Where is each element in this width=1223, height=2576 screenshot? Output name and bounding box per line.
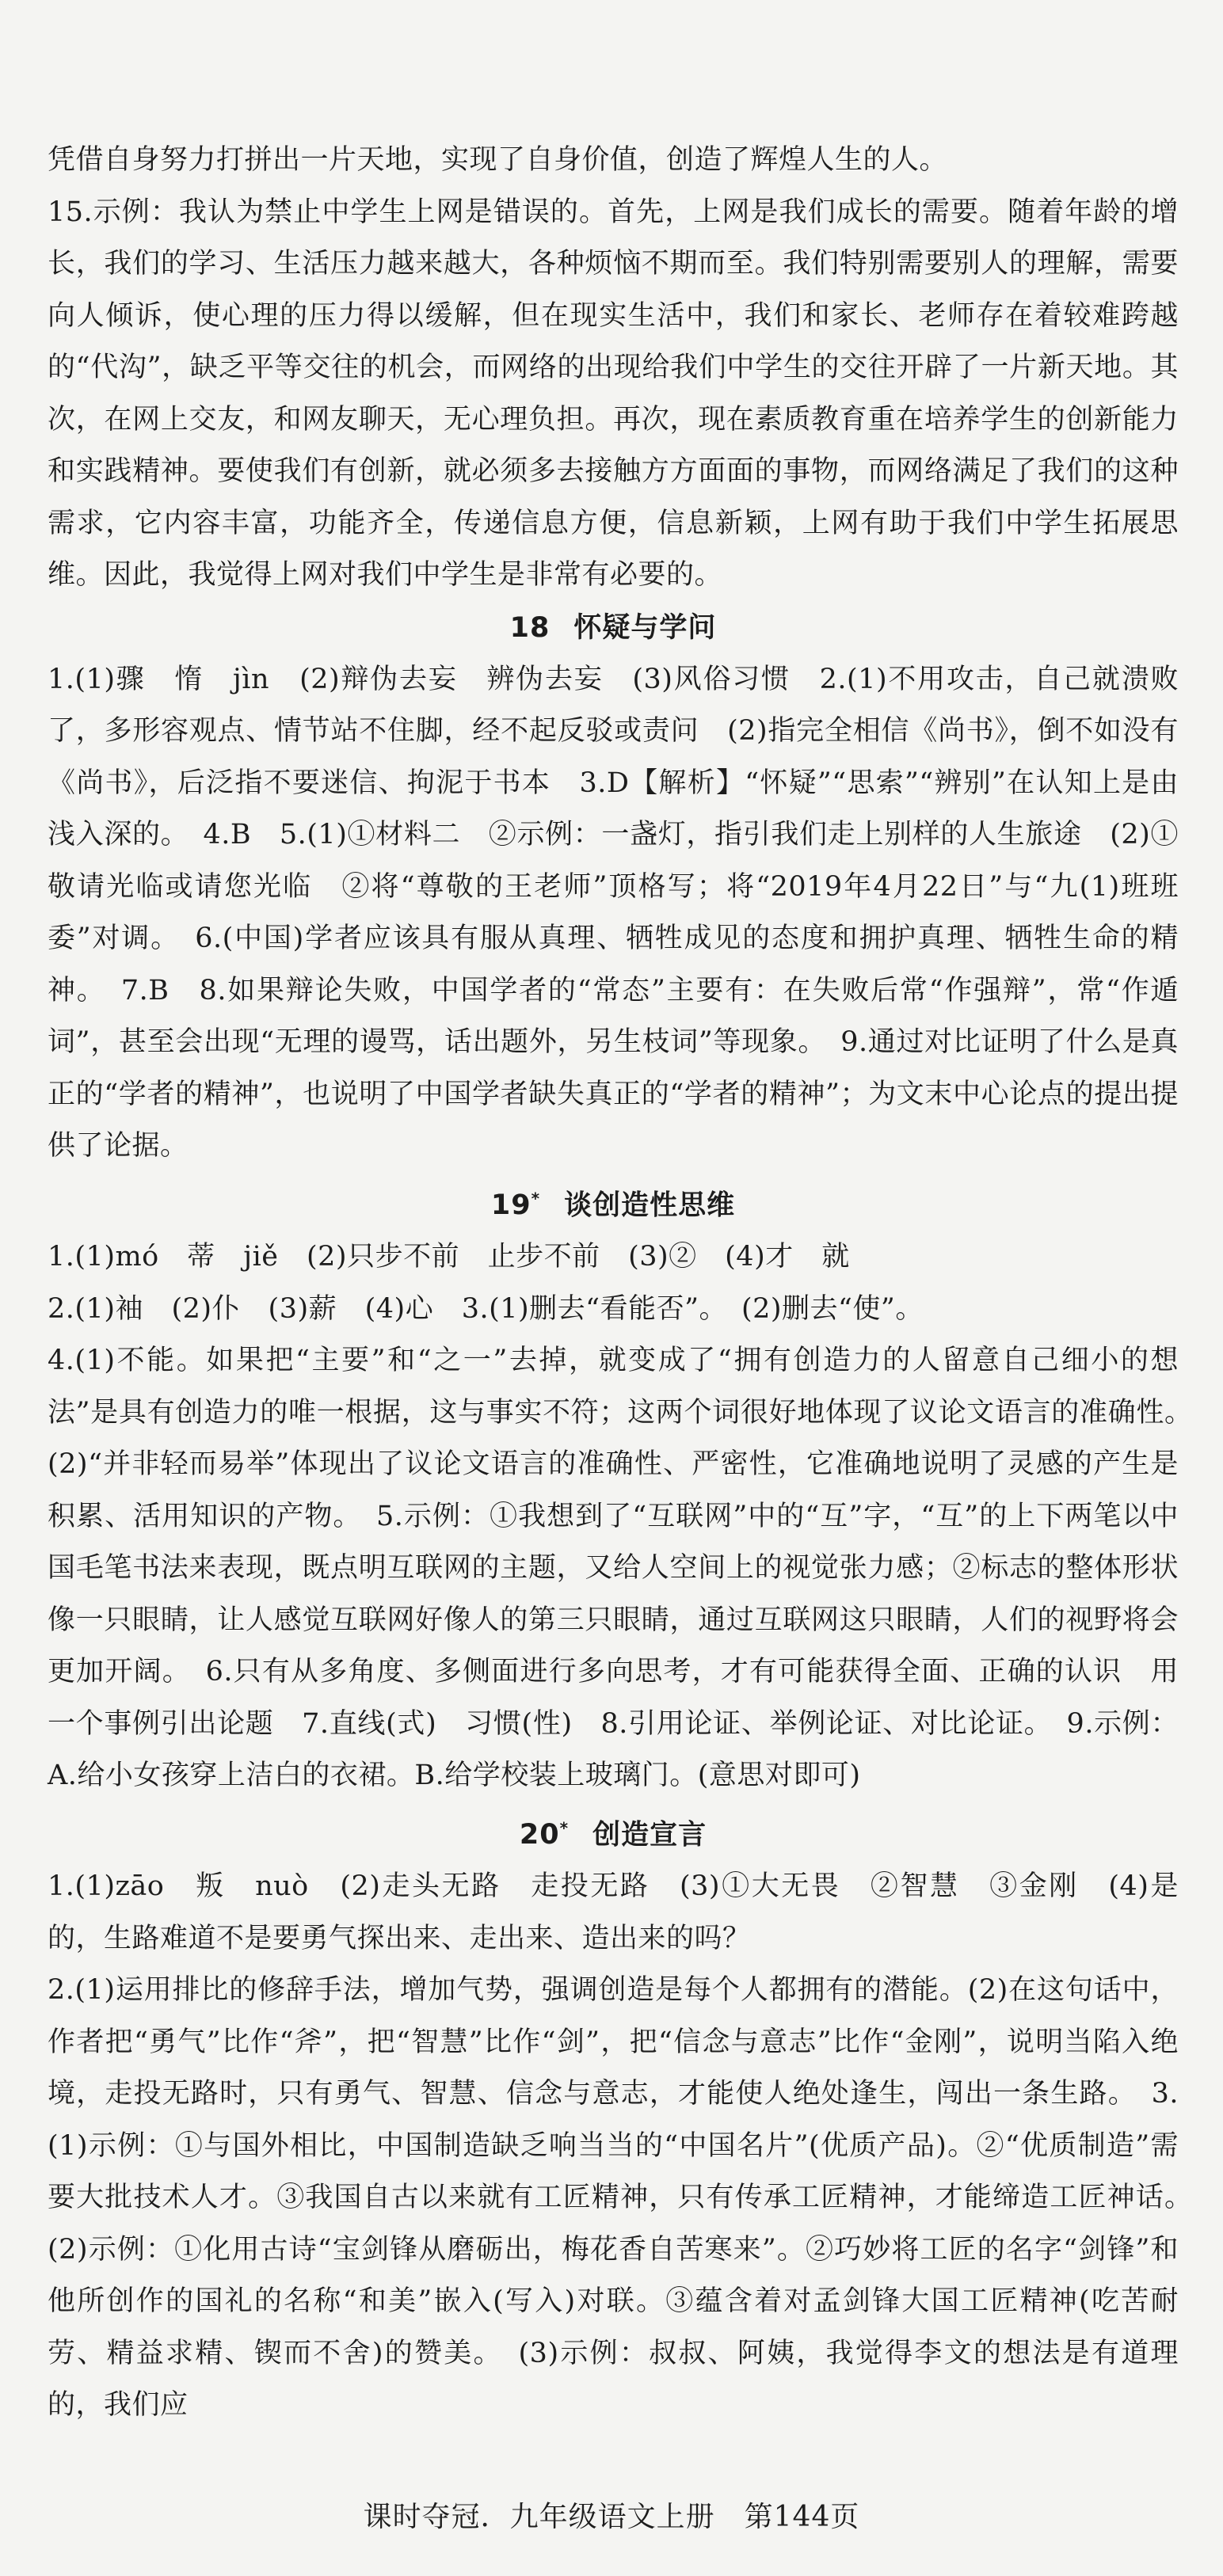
section-mark: *	[531, 1189, 541, 1208]
section-number: 18	[509, 611, 551, 644]
section-number: 20	[519, 1819, 560, 1851]
paragraph: 1.(1)zāo 叛 nuò (2)走头无路 走投无路 (3)①大无畏 ②智慧 ③金刚 (4)是的，生路难道不是要勇气探出来、走出来、造出来的吗？	[48, 1870, 1179, 1954]
paragraph: 凭借自身努力打拼出一片天地，实现了自身价值，创造了辉煌人生的人。	[48, 144, 948, 176]
section-number: 19	[490, 1189, 531, 1222]
paragraph: 1.(1)mó 蒂 jiě (2)只步不前 止步不前 (3)② (4)才 就	[48, 1241, 850, 1273]
section-heading	[48, 1173, 1179, 1232]
section-title: 怀疑与学问	[573, 611, 717, 644]
paragraph: 1.(1)骤 惰 jìn (2)辩伪去妄 辨伪去妄 (3)风俗习惯 2.(1)不用攻击，自己就溃败了，多形容观点、情节站不住脚，经不起反驳或责问 (2)指完全相信《尚书》，倒不如没有《尚书》，后泛指不要迷信、拘泥于书本 3.D【解析】“怀疑”“思索”“辨别”在认知上是由浅入深的。 4.B 5.(1)①材料二 ②示例：一盏灯，指引我们走上别样的人生旅途 (2)①敬请光临或请您光临 ②将“尊敬的王老师”顶格写；将“2019年4月22日”与“九(1)班班委”对调。 6.(中国)学者应该具有服从真理、牺牲成见的态度和拥护真理、牺牲生命的精神。 7.B 8.如果辩论失败，中国学者的“常态”主要有：在失败后常“作强辩”，常“作遁词”，甚至会出现“无理的谩骂，话出题外，另生枝词”等现象。 9.通过对比证明了什么是真正的“学者的精神”，也说明了中国学者缺失真正的“学者的精神”；为文末中心论点的提出提供了论据。	[48, 663, 1179, 1162]
section-title: 创造宣言	[592, 1819, 707, 1851]
paragraph: 4.(1)不能。如果把“主要”和“之一”去掉，就变成了“拥有创造力的人留意自己细小的想法”是具有创造力的唯一根据，这与事实不符；这两个词很好地体现了议论文语言的准确性。 (2)“并非轻而易举”体现出了议论文语言的准确性、严密性，它准确地说明了灵感的产生是积累、活用知识的产物。 5.示例：①我想到了“互联网”中的“互”字，“互”的上下两笔以中国毛笔书法来表现，既点明互联网的主题，又给人空间上的视觉张力感；②标志的整体形状像一只眼睛，让人感觉互联网好像人的第三只眼睛，通过互联网这只眼睛，人们的视野将会更加开阔。 6.只有从多角度、多侧面进行多向思考，才有可能获得全面、正确的认识 用一个事例引出论题 7.直线(式) 习惯(性) 8.引用论证、举例论证、对比论证。 9.示例：A.给小女孩穿上洁白的衣裙。B.给学校装上玻璃门。(意思对即可)	[48, 1345, 1207, 1792]
section-mark: *	[559, 1818, 570, 1838]
page-content	[48, 135, 1207, 2432]
section-heading	[48, 602, 1179, 654]
paragraph: 2.(1)袖 (2)仆 (3)薪 (4)心 3.(1)删去“看能否”。 (2)删去“使”。	[48, 1292, 924, 1325]
page-footer: 课时夺冠．九年级语文上册 第144页	[363, 2501, 860, 2533]
section-heading	[48, 1802, 1179, 1862]
paragraph: 2.(1)运用排比的修辞手法，增加气势，强调创造是每个人都拥有的潜能。(2)在这句话中，作者把“勇气”比作“斧”，把“智慧”比作“剑”，把“信念与意志”比作“金刚”，说明当陷入绝境，走投无路时，只有勇气、智慧、信念与意志，才能使人绝处逢生，闯出一条生路。 3.(1)示例：①与国外相比，中国制造缺乏响当当的“中国名片”(优质产品)。②“优质制造”需要大批技术人才。③我国自古以来就有工匠精神，只有传承工匠精神，才能缔造工匠神话。 (2)示例：①化用古诗“宝剑锋从磨砺出，梅花香自苦寒来”。②巧妙将工匠的名字“剑锋”和他所创作的国礼的名称“和美”嵌入(写入)对联。③蕴含着对孟剑锋大国工匠精神(吃苦耐劳、精益求精、锲而不舍)的赞美。 (3)示例：叔叔、阿姨，我觉得李文的想法是有道理的，我们应	[48, 1974, 1207, 2422]
paragraph: 15.示例：我认为禁止中学生上网是错误的。首先，上网是我们成长的需要。随着年龄的增长，我们的学习、生活压力越来越大，各种烦恼不期而至。我们特别需要别人的理解，需要向人倾诉，使心理的压力得以缓解，但在现实生活中，我们和家长、老师存在着较难跨越的“代沟”，缺乏平等交往的机会，而网络的出现给我们中学生的交往开辟了一片新天地。其次，在网上交友，和网友聊天，无心理负担。再次，现在素质教育重在培养学生的创新能力和实践精神。要使我们有创新，就必须多去接触方方面面的事物，而网络满足了我们的这种需求，它内容丰富，功能齐全，传递信息方便，信息新颖，上网有助于我们中学生拓展思维。因此，我觉得上网对我们中学生是非常有必要的。	[48, 196, 1179, 591]
section-title: 谈创造性思维	[564, 1189, 736, 1222]
